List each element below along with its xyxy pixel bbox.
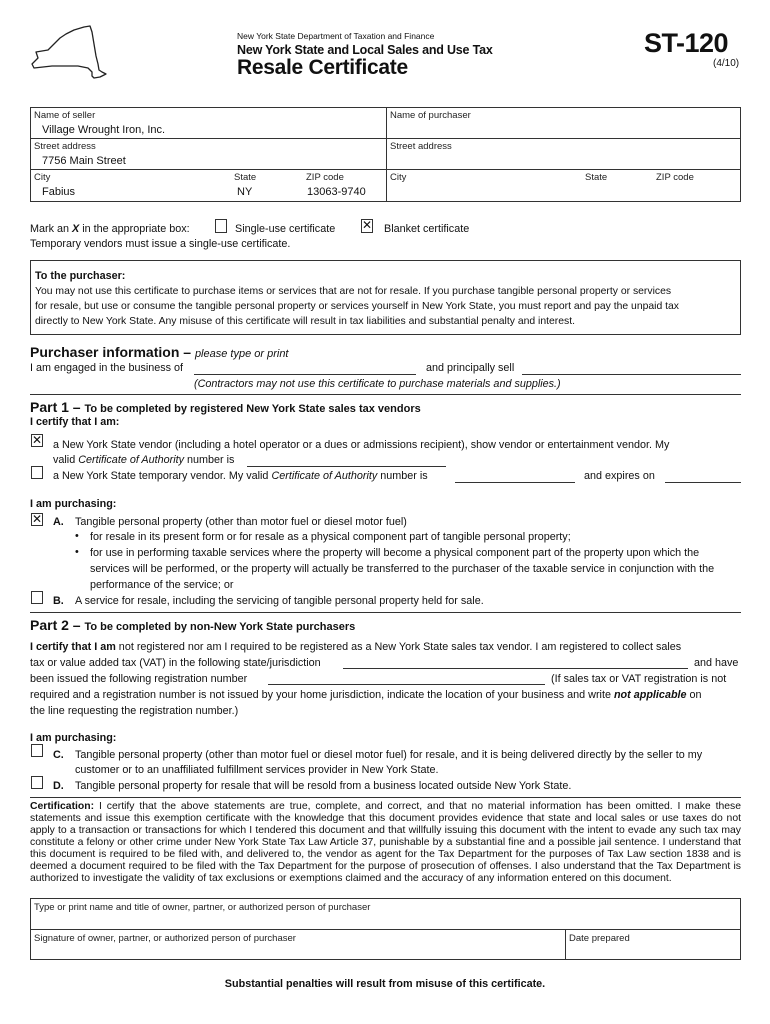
part1-purchasing-label: I am purchasing:	[30, 498, 117, 510]
new-york-state-map-icon	[28, 22, 108, 84]
seller-city-field[interactable]: Fabius	[42, 186, 76, 198]
blanket-label: Blanket certificate	[384, 223, 470, 235]
signature-label: Signature of owner, partner, or authorized person of purchaser	[34, 933, 296, 944]
option-d-checkbox[interactable]	[31, 776, 43, 789]
name-title-label: Type or print name and title of owner, partner, or authorized person of purchaser	[34, 902, 371, 913]
seller-state-label: State	[234, 172, 257, 183]
engaged-label: I am engaged in the business of	[30, 362, 184, 374]
contractors-note: (Contractors may not use this certificate to purchase materials and supplies.)	[194, 378, 561, 390]
form-number: ST-120	[644, 28, 729, 58]
certification-text: Certification: I certify that the above statements are true, complete, and correct, and that no material information has been omitted. I make these statements and issue this exemption certificate with the knowledge that this document provides evidence that state and local sales or use taxes do not apply to a transaction or transactions for which I tendered this document and that willfully issuing this document with the intent to evade any such tax may constitute a felony or other crime under New York State Tax Law Article 37, punishable by a substantial fine and a possible jail sentence. I understand that this document is required to be filed with, and delivered to, the vendor as agent for the Tax Department for the purposes of Tax Law section 1838 and is deemed a document required to be filed with the Tax Department for the purpose of prosecution of offenses. I also understand that the Tax Department is authorized to investigate the validity of tax exclusions or exemptions claimed and the accuracy of any information entered on this document.	[30, 801, 741, 884]
not-applicable-instruction-line2: the line requesting the registration number.)	[30, 705, 239, 717]
purchaser-street-label: Street address	[390, 141, 452, 152]
option-a-checkbox[interactable]: ✕	[32, 512, 43, 526]
option-a-letter: A.	[53, 516, 64, 528]
purchaser-name-label: Name of purchaser	[390, 110, 471, 121]
part2-purchasing-label: I am purchasing:	[30, 732, 117, 744]
temporary-authority-number-field[interactable]	[455, 482, 575, 483]
option-a-bullet2-line3: performance of the service; or	[90, 579, 234, 591]
principally-sell-field[interactable]	[522, 374, 741, 375]
option-d-text: Tangible personal property for resale that will be resold from a business located outside New York State.	[75, 780, 572, 792]
option-c-line2: customer or to an unaffiliated fulfillment services provider in New York State.	[75, 764, 439, 776]
blanket-checkbox[interactable]: ✕	[362, 218, 373, 232]
purchaser-zip-label: ZIP code	[656, 172, 694, 183]
form-title-line1: New York State and Local Sales and Use Tax	[237, 43, 493, 57]
seller-street-field[interactable]: 7756 Main Street	[42, 155, 126, 167]
seller-street-label: Street address	[34, 141, 96, 152]
seller-state-field[interactable]: NY	[237, 186, 253, 198]
sell-label: and principally sell	[426, 362, 515, 374]
bullet-marker: •	[75, 546, 79, 558]
part1-heading: Part 1 – To be completed by registered New York State sales tax vendors	[30, 399, 421, 415]
option-a-bullet2-line1: for use in performing taxable services where the property will become a physical component part of the property upon which the	[90, 547, 700, 559]
expires-on-field[interactable]	[665, 482, 741, 483]
and-have-label: and have	[694, 657, 739, 669]
mark-instruction: Mark an X in the appropriate box:	[30, 223, 190, 235]
nys-vendor-cert-label: valid Certificate of Authority number is	[53, 454, 235, 466]
vat-jurisdiction-label: tax or value added tax (VAT) in the following state/jurisdiction	[30, 657, 321, 669]
penalty-warning: Substantial penalties will result from misuse of this certificate.	[224, 978, 546, 990]
option-b-checkbox[interactable]	[31, 591, 43, 604]
purchaser-info-heading: Purchaser information – please type or print	[30, 344, 289, 360]
registration-number-label: been issued the following registration number	[30, 673, 248, 685]
registration-number-field[interactable]	[268, 684, 545, 685]
vat-jurisdiction-field[interactable]	[343, 668, 688, 669]
purchaser-state-label: State	[585, 172, 608, 183]
business-of-field[interactable]	[194, 374, 416, 375]
vendor-authority-number-field[interactable]	[247, 466, 446, 467]
seller-zip-label: ZIP code	[306, 172, 344, 183]
form-revision: (4/10)	[713, 58, 740, 69]
purchaser-city-label: City	[390, 172, 407, 183]
single-use-label: Single-use certificate	[235, 223, 336, 235]
temporary-vendor-note: Temporary vendors must issue a single-use certificate.	[30, 238, 291, 250]
option-a-text: Tangible personal property (other than motor fuel or diesel motor fuel)	[75, 516, 407, 528]
seller-name-label: Name of seller	[34, 110, 96, 121]
temporary-vendor-checkbox[interactable]	[31, 466, 43, 479]
nys-vendor-checkbox[interactable]: ✕	[32, 433, 43, 447]
option-c-letter: C.	[53, 749, 64, 761]
agency-name: New York State Department of Taxation and Finance	[237, 31, 435, 41]
date-prepared-label: Date prepared	[569, 933, 630, 944]
option-b-letter: B.	[53, 595, 64, 607]
single-use-checkbox[interactable]	[215, 219, 227, 233]
part2-heading: Part 2 – To be completed by non-New York State purchasers	[30, 617, 356, 633]
seller-city-label: City	[34, 172, 51, 183]
part1-certify-label: I certify that I am:	[30, 416, 120, 428]
option-d-letter: D.	[53, 780, 64, 792]
to-purchaser-line3: directly to New York State. Any misuse of this certificate will result in tax liabilities and substantial penalty and interest.	[35, 316, 575, 327]
seller-zip-field[interactable]: 13063-9740	[307, 186, 366, 198]
option-c-line1: Tangible personal property (other than motor fuel or diesel motor fuel) for resale, and it is being delivered directly by the seller to my	[75, 749, 703, 761]
part2-certify-text: I certify that I am not registered nor am I required to be registered as a New York State sales tax vendor. I am registered to collect sales	[30, 641, 682, 653]
if-vat-label: (If sales tax or VAT registration is not	[551, 673, 727, 685]
not-applicable-instruction: required and a registration number is not issued by your home jurisdiction, indicate the location of your business and write not applicable on	[30, 689, 702, 701]
temporary-vendor-text: a New York State temporary vendor. My valid Certificate of Authority number is	[53, 470, 428, 482]
option-a-bullet1: for resale in its present form or for resale as a physical component part of tangible personal property;	[90, 531, 571, 543]
form-title: Resale Certificate	[237, 56, 408, 79]
nys-vendor-text: a New York State vendor (including a hotel operator or a dues or admissions recipient), show vendor or entertainment vendor. My	[53, 439, 670, 451]
option-a-bullet2-line2: services will be performed, or the property will actually be transferred to the purchaser of the taxable service in conjunction with the	[90, 563, 715, 575]
option-b-text: A service for resale, including the servicing of tangible personal property held for sale.	[75, 595, 484, 607]
to-purchaser-heading: To the purchaser:	[35, 270, 126, 282]
expires-label: and expires on	[584, 470, 655, 482]
option-c-checkbox[interactable]	[31, 744, 43, 757]
bullet-marker: •	[75, 530, 79, 542]
to-purchaser-line1: You may not use this certificate to purchase items or services that are not for resale. If you purchase tangible personal property or services	[35, 286, 672, 297]
to-purchaser-line2: for resale, but use or consume the tangible personal property or services yourself in New York State, you must report and pay the unpaid tax	[35, 301, 679, 312]
seller-name-field[interactable]: Village Wrought Iron, Inc.	[42, 124, 166, 136]
